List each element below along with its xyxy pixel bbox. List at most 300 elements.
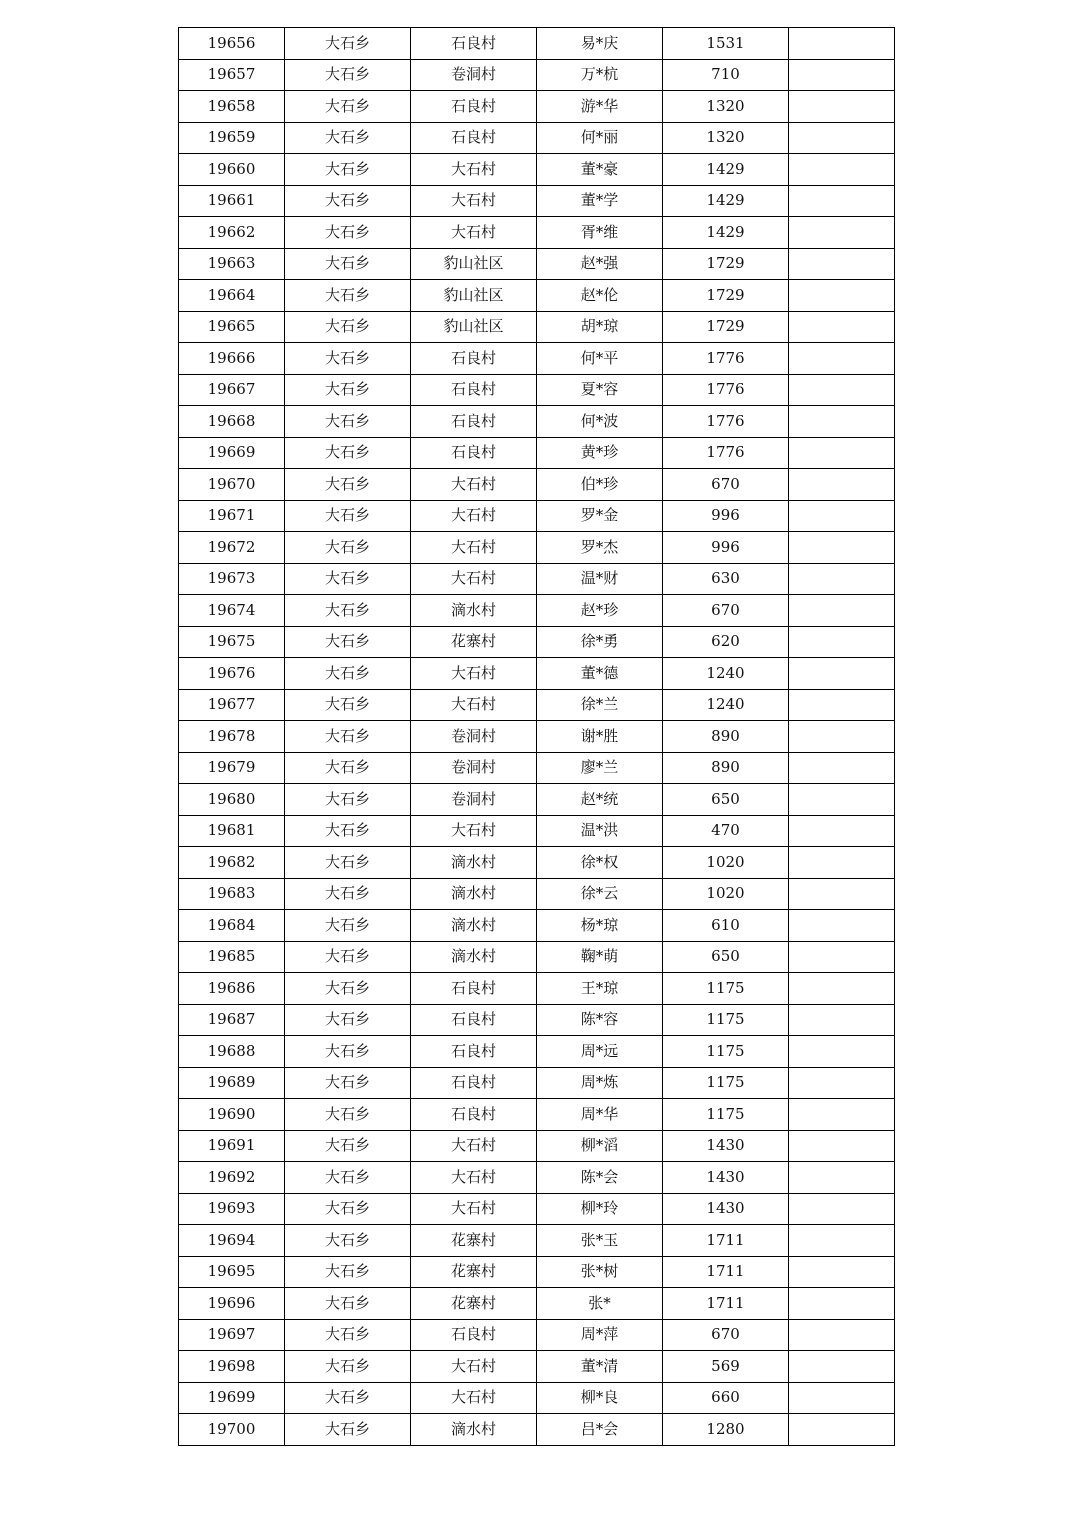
cell-amount: 996: [663, 500, 789, 532]
cell-village: 大石村: [411, 500, 537, 532]
cell-name: 胥*维: [537, 217, 663, 249]
cell-township: 大石乡: [285, 1067, 411, 1099]
cell-township: 大石乡: [285, 311, 411, 343]
cell-village: 大石村: [411, 1351, 537, 1383]
cell-township: 大石乡: [285, 1036, 411, 1068]
cell-township: 大石乡: [285, 626, 411, 658]
cell-serial-number: 19662: [179, 217, 285, 249]
cell-serial-number: 19658: [179, 91, 285, 123]
cell-village: 大石村: [411, 154, 537, 186]
cell-serial-number: 19689: [179, 1067, 285, 1099]
cell-amount: 630: [663, 563, 789, 595]
cell-village: 石良村: [411, 1067, 537, 1099]
table-row: [179, 910, 895, 942]
cell-serial-number: 19672: [179, 532, 285, 564]
cell-note: [789, 1351, 895, 1383]
cell-amount: 1175: [663, 1099, 789, 1131]
cell-amount: 1240: [663, 658, 789, 690]
cell-note: [789, 658, 895, 690]
cell-amount: 1531: [663, 28, 789, 60]
cell-note: [789, 878, 895, 910]
cell-note: [789, 59, 895, 91]
cell-village: 石良村: [411, 1036, 537, 1068]
cell-note: [789, 280, 895, 312]
cell-note: [789, 248, 895, 280]
table-row: [179, 406, 895, 438]
cell-amount: 1175: [663, 1004, 789, 1036]
table-row: [179, 1225, 895, 1257]
cell-township: 大石乡: [285, 185, 411, 217]
cell-village: 石良村: [411, 343, 537, 375]
cell-name: 柳*滔: [537, 1130, 663, 1162]
table-row: [179, 595, 895, 627]
cell-village: 滴水村: [411, 595, 537, 627]
cell-name: 周*炼: [537, 1067, 663, 1099]
cell-name: 游*华: [537, 91, 663, 123]
cell-village: 滴水村: [411, 847, 537, 879]
cell-note: [789, 406, 895, 438]
cell-name: 胡*琼: [537, 311, 663, 343]
cell-serial-number: 19697: [179, 1319, 285, 1351]
table-row: [179, 217, 895, 249]
cell-serial-number: 19656: [179, 28, 285, 60]
cell-note: [789, 1036, 895, 1068]
cell-serial-number: 19677: [179, 689, 285, 721]
table-row: [179, 689, 895, 721]
cell-village: 滴水村: [411, 878, 537, 910]
table-row: [179, 343, 895, 375]
cell-amount: 1729: [663, 280, 789, 312]
cell-amount: 650: [663, 784, 789, 816]
cell-serial-number: 19691: [179, 1130, 285, 1162]
cell-name: 张*树: [537, 1256, 663, 1288]
cell-serial-number: 19668: [179, 406, 285, 438]
cell-township: 大石乡: [285, 689, 411, 721]
cell-note: [789, 185, 895, 217]
table-row: [179, 1319, 895, 1351]
cell-village: 大石村: [411, 1193, 537, 1225]
cell-village: 豹山社区: [411, 311, 537, 343]
cell-serial-number: 19690: [179, 1099, 285, 1131]
cell-note: [789, 28, 895, 60]
cell-township: 大石乡: [285, 595, 411, 627]
table-row: [179, 563, 895, 595]
cell-name: 赵*伦: [537, 280, 663, 312]
cell-name: 温*洪: [537, 815, 663, 847]
cell-amount: 569: [663, 1351, 789, 1383]
table-row: [179, 626, 895, 658]
cell-amount: 1729: [663, 248, 789, 280]
cell-serial-number: 19693: [179, 1193, 285, 1225]
cell-note: [789, 1414, 895, 1446]
cell-village: 大石村: [411, 1130, 537, 1162]
cell-amount: 710: [663, 59, 789, 91]
cell-village: 石良村: [411, 122, 537, 154]
cell-serial-number: 19659: [179, 122, 285, 154]
cell-note: [789, 1099, 895, 1131]
cell-name: 徐*权: [537, 847, 663, 879]
cell-village: 大石村: [411, 815, 537, 847]
cell-name: 张*玉: [537, 1225, 663, 1257]
cell-amount: 890: [663, 721, 789, 753]
cell-serial-number: 19678: [179, 721, 285, 753]
cell-amount: 1429: [663, 154, 789, 186]
cell-amount: 1711: [663, 1225, 789, 1257]
cell-name: 谢*胜: [537, 721, 663, 753]
cell-serial-number: 19666: [179, 343, 285, 375]
cell-amount: 1429: [663, 217, 789, 249]
cell-amount: 1776: [663, 374, 789, 406]
cell-name: 王*琼: [537, 973, 663, 1005]
cell-village: 大石村: [411, 532, 537, 564]
cell-township: 大石乡: [285, 1288, 411, 1320]
cell-serial-number: 19681: [179, 815, 285, 847]
cell-note: [789, 1004, 895, 1036]
cell-township: 大石乡: [285, 437, 411, 469]
cell-amount: 1175: [663, 1036, 789, 1068]
cell-note: [789, 217, 895, 249]
cell-village: 石良村: [411, 28, 537, 60]
table-row: [179, 532, 895, 564]
table-row: [179, 1067, 895, 1099]
cell-township: 大石乡: [285, 28, 411, 60]
cell-name: 陈*容: [537, 1004, 663, 1036]
cell-township: 大石乡: [285, 1099, 411, 1131]
cell-note: [789, 1067, 895, 1099]
cell-serial-number: 19661: [179, 185, 285, 217]
cell-note: [789, 1288, 895, 1320]
cell-name: 鞠*萌: [537, 941, 663, 973]
cell-village: 石良村: [411, 1319, 537, 1351]
cell-note: [789, 154, 895, 186]
cell-amount: 470: [663, 815, 789, 847]
cell-serial-number: 19687: [179, 1004, 285, 1036]
table-row: [179, 815, 895, 847]
table-row: [179, 1004, 895, 1036]
cell-township: 大石乡: [285, 1351, 411, 1383]
cell-serial-number: 19663: [179, 248, 285, 280]
cell-village: 大石村: [411, 469, 537, 501]
cell-note: [789, 847, 895, 879]
cell-note: [789, 343, 895, 375]
cell-village: 石良村: [411, 374, 537, 406]
cell-name: 周*远: [537, 1036, 663, 1068]
table-row: [179, 941, 895, 973]
cell-township: 大石乡: [285, 1414, 411, 1446]
cell-name: 董*豪: [537, 154, 663, 186]
cell-note: [789, 122, 895, 154]
cell-note: [789, 1162, 895, 1194]
table-row: [179, 1351, 895, 1383]
cell-amount: 1020: [663, 847, 789, 879]
cell-amount: 1020: [663, 878, 789, 910]
cell-note: [789, 374, 895, 406]
cell-township: 大石乡: [285, 59, 411, 91]
cell-village: 石良村: [411, 973, 537, 1005]
cell-township: 大石乡: [285, 343, 411, 375]
cell-village: 大石村: [411, 1382, 537, 1414]
cell-township: 大石乡: [285, 532, 411, 564]
cell-note: [789, 1130, 895, 1162]
cell-note: [789, 532, 895, 564]
cell-township: 大石乡: [285, 973, 411, 1005]
cell-serial-number: 19686: [179, 973, 285, 1005]
cell-name: 张*: [537, 1288, 663, 1320]
cell-amount: 660: [663, 1382, 789, 1414]
cell-village: 卷洞村: [411, 784, 537, 816]
cell-serial-number: 19670: [179, 469, 285, 501]
table-row: [179, 469, 895, 501]
cell-name: 陈*会: [537, 1162, 663, 1194]
cell-amount: 1776: [663, 343, 789, 375]
cell-township: 大石乡: [285, 374, 411, 406]
cell-township: 大石乡: [285, 469, 411, 501]
table-row: [179, 752, 895, 784]
table-row: [179, 973, 895, 1005]
table-row: [179, 847, 895, 879]
cell-name: 周*萍: [537, 1319, 663, 1351]
cell-name: 罗*杰: [537, 532, 663, 564]
cell-village: 大石村: [411, 689, 537, 721]
cell-village: 石良村: [411, 1004, 537, 1036]
cell-note: [789, 1225, 895, 1257]
table-row: [179, 1414, 895, 1446]
cell-amount: 1430: [663, 1130, 789, 1162]
cell-name: 董*学: [537, 185, 663, 217]
table-row: [179, 280, 895, 312]
table-row: [179, 658, 895, 690]
cell-amount: 610: [663, 910, 789, 942]
cell-amount: 1430: [663, 1162, 789, 1194]
cell-serial-number: 19680: [179, 784, 285, 816]
cell-village: 花寨村: [411, 1256, 537, 1288]
cell-amount: 1175: [663, 973, 789, 1005]
cell-serial-number: 19700: [179, 1414, 285, 1446]
cell-note: [789, 910, 895, 942]
cell-amount: 1280: [663, 1414, 789, 1446]
cell-name: 徐*云: [537, 878, 663, 910]
cell-amount: 1711: [663, 1288, 789, 1320]
table-row: [179, 248, 895, 280]
table-row: [179, 185, 895, 217]
cell-serial-number: 19673: [179, 563, 285, 595]
cell-name: 廖*兰: [537, 752, 663, 784]
cell-amount: 1729: [663, 311, 789, 343]
cell-township: 大石乡: [285, 1004, 411, 1036]
cell-note: [789, 91, 895, 123]
cell-name: 罗*金: [537, 500, 663, 532]
cell-township: 大石乡: [285, 815, 411, 847]
cell-serial-number: 19698: [179, 1351, 285, 1383]
cell-township: 大石乡: [285, 1382, 411, 1414]
cell-township: 大石乡: [285, 847, 411, 879]
cell-name: 黄*珍: [537, 437, 663, 469]
cell-serial-number: 19675: [179, 626, 285, 658]
cell-village: 卷洞村: [411, 59, 537, 91]
cell-township: 大石乡: [285, 752, 411, 784]
cell-amount: 620: [663, 626, 789, 658]
table-row: [179, 721, 895, 753]
cell-village: 大石村: [411, 185, 537, 217]
table-row: [179, 1162, 895, 1194]
cell-amount: 1175: [663, 1067, 789, 1099]
cell-township: 大石乡: [285, 1193, 411, 1225]
cell-village: 石良村: [411, 91, 537, 123]
cell-village: 石良村: [411, 437, 537, 469]
cell-name: 赵*珍: [537, 595, 663, 627]
cell-note: [789, 437, 895, 469]
cell-township: 大石乡: [285, 1130, 411, 1162]
table-row: [179, 1382, 895, 1414]
cell-note: [789, 1193, 895, 1225]
cell-note: [789, 1319, 895, 1351]
cell-township: 大石乡: [285, 910, 411, 942]
cell-name: 吕*会: [537, 1414, 663, 1446]
cell-amount: 670: [663, 595, 789, 627]
cell-serial-number: 19694: [179, 1225, 285, 1257]
table-row: [179, 878, 895, 910]
table-row: [179, 1256, 895, 1288]
cell-note: [789, 941, 895, 973]
cell-name: 徐*兰: [537, 689, 663, 721]
cell-serial-number: 19695: [179, 1256, 285, 1288]
cell-serial-number: 19665: [179, 311, 285, 343]
table-row: [179, 154, 895, 186]
cell-serial-number: 19692: [179, 1162, 285, 1194]
cell-name: 何*平: [537, 343, 663, 375]
cell-amount: 1430: [663, 1193, 789, 1225]
cell-serial-number: 19696: [179, 1288, 285, 1320]
cell-note: [789, 752, 895, 784]
cell-township: 大石乡: [285, 878, 411, 910]
cell-note: [789, 815, 895, 847]
cell-note: [789, 311, 895, 343]
cell-amount: 1320: [663, 122, 789, 154]
cell-amount: 1320: [663, 91, 789, 123]
table-row: [179, 122, 895, 154]
cell-township: 大石乡: [285, 1256, 411, 1288]
cell-township: 大石乡: [285, 280, 411, 312]
cell-name: 伯*珍: [537, 469, 663, 501]
table-row: [179, 91, 895, 123]
cell-amount: 1711: [663, 1256, 789, 1288]
table-row: [179, 311, 895, 343]
cell-name: 周*华: [537, 1099, 663, 1131]
cell-township: 大石乡: [285, 941, 411, 973]
table-row: [179, 374, 895, 406]
cell-serial-number: 19664: [179, 280, 285, 312]
cell-note: [789, 973, 895, 1005]
cell-amount: 996: [663, 532, 789, 564]
table-row: [179, 28, 895, 60]
cell-serial-number: 19685: [179, 941, 285, 973]
cell-note: [789, 469, 895, 501]
cell-name: 易*庆: [537, 28, 663, 60]
table-row: [179, 1099, 895, 1131]
cell-name: 赵*统: [537, 784, 663, 816]
table-row: [179, 1036, 895, 1068]
table-row: [179, 500, 895, 532]
cell-village: 滴水村: [411, 910, 537, 942]
cell-township: 大石乡: [285, 1319, 411, 1351]
cell-village: 豹山社区: [411, 280, 537, 312]
cell-note: [789, 626, 895, 658]
cell-name: 柳*玲: [537, 1193, 663, 1225]
cell-village: 花寨村: [411, 626, 537, 658]
table-row: [179, 1193, 895, 1225]
cell-note: [789, 1256, 895, 1288]
cell-note: [789, 721, 895, 753]
cell-township: 大石乡: [285, 1162, 411, 1194]
cell-township: 大石乡: [285, 658, 411, 690]
cell-township: 大石乡: [285, 248, 411, 280]
cell-name: 董*清: [537, 1351, 663, 1383]
cell-serial-number: 19679: [179, 752, 285, 784]
cell-serial-number: 19676: [179, 658, 285, 690]
cell-serial-number: 19699: [179, 1382, 285, 1414]
cell-township: 大石乡: [285, 784, 411, 816]
cell-serial-number: 19667: [179, 374, 285, 406]
cell-village: 卷洞村: [411, 752, 537, 784]
cell-township: 大石乡: [285, 563, 411, 595]
cell-village: 花寨村: [411, 1225, 537, 1257]
cell-name: 徐*勇: [537, 626, 663, 658]
cell-amount: 670: [663, 469, 789, 501]
cell-amount: 670: [663, 1319, 789, 1351]
cell-name: 万*杭: [537, 59, 663, 91]
cell-amount: 1429: [663, 185, 789, 217]
cell-name: 杨*琼: [537, 910, 663, 942]
cell-name: 董*德: [537, 658, 663, 690]
cell-village: 大石村: [411, 1162, 537, 1194]
cell-serial-number: 19671: [179, 500, 285, 532]
cell-name: 何*丽: [537, 122, 663, 154]
cell-amount: 890: [663, 752, 789, 784]
cell-serial-number: 19688: [179, 1036, 285, 1068]
cell-serial-number: 19657: [179, 59, 285, 91]
cell-township: 大石乡: [285, 1225, 411, 1257]
table-row: [179, 1288, 895, 1320]
cell-note: [789, 500, 895, 532]
cell-note: [789, 1382, 895, 1414]
cell-name: 何*波: [537, 406, 663, 438]
cell-village: 大石村: [411, 217, 537, 249]
cell-note: [789, 784, 895, 816]
cell-village: 石良村: [411, 406, 537, 438]
cell-township: 大石乡: [285, 500, 411, 532]
cell-township: 大石乡: [285, 154, 411, 186]
cell-village: 花寨村: [411, 1288, 537, 1320]
cell-amount: 1776: [663, 437, 789, 469]
table-row: [179, 784, 895, 816]
cell-name: 赵*强: [537, 248, 663, 280]
cell-township: 大石乡: [285, 217, 411, 249]
cell-name: 柳*良: [537, 1382, 663, 1414]
table-row: [179, 1130, 895, 1162]
cell-village: 滴水村: [411, 1414, 537, 1446]
cell-serial-number: 19684: [179, 910, 285, 942]
cell-name: 温*财: [537, 563, 663, 595]
cell-township: 大石乡: [285, 91, 411, 123]
cell-name: 夏*容: [537, 374, 663, 406]
table-row: [179, 59, 895, 91]
cell-village: 滴水村: [411, 941, 537, 973]
cell-village: 卷洞村: [411, 721, 537, 753]
cell-village: 豹山社区: [411, 248, 537, 280]
cell-serial-number: 19683: [179, 878, 285, 910]
cell-township: 大石乡: [285, 406, 411, 438]
table-row: [179, 437, 895, 469]
